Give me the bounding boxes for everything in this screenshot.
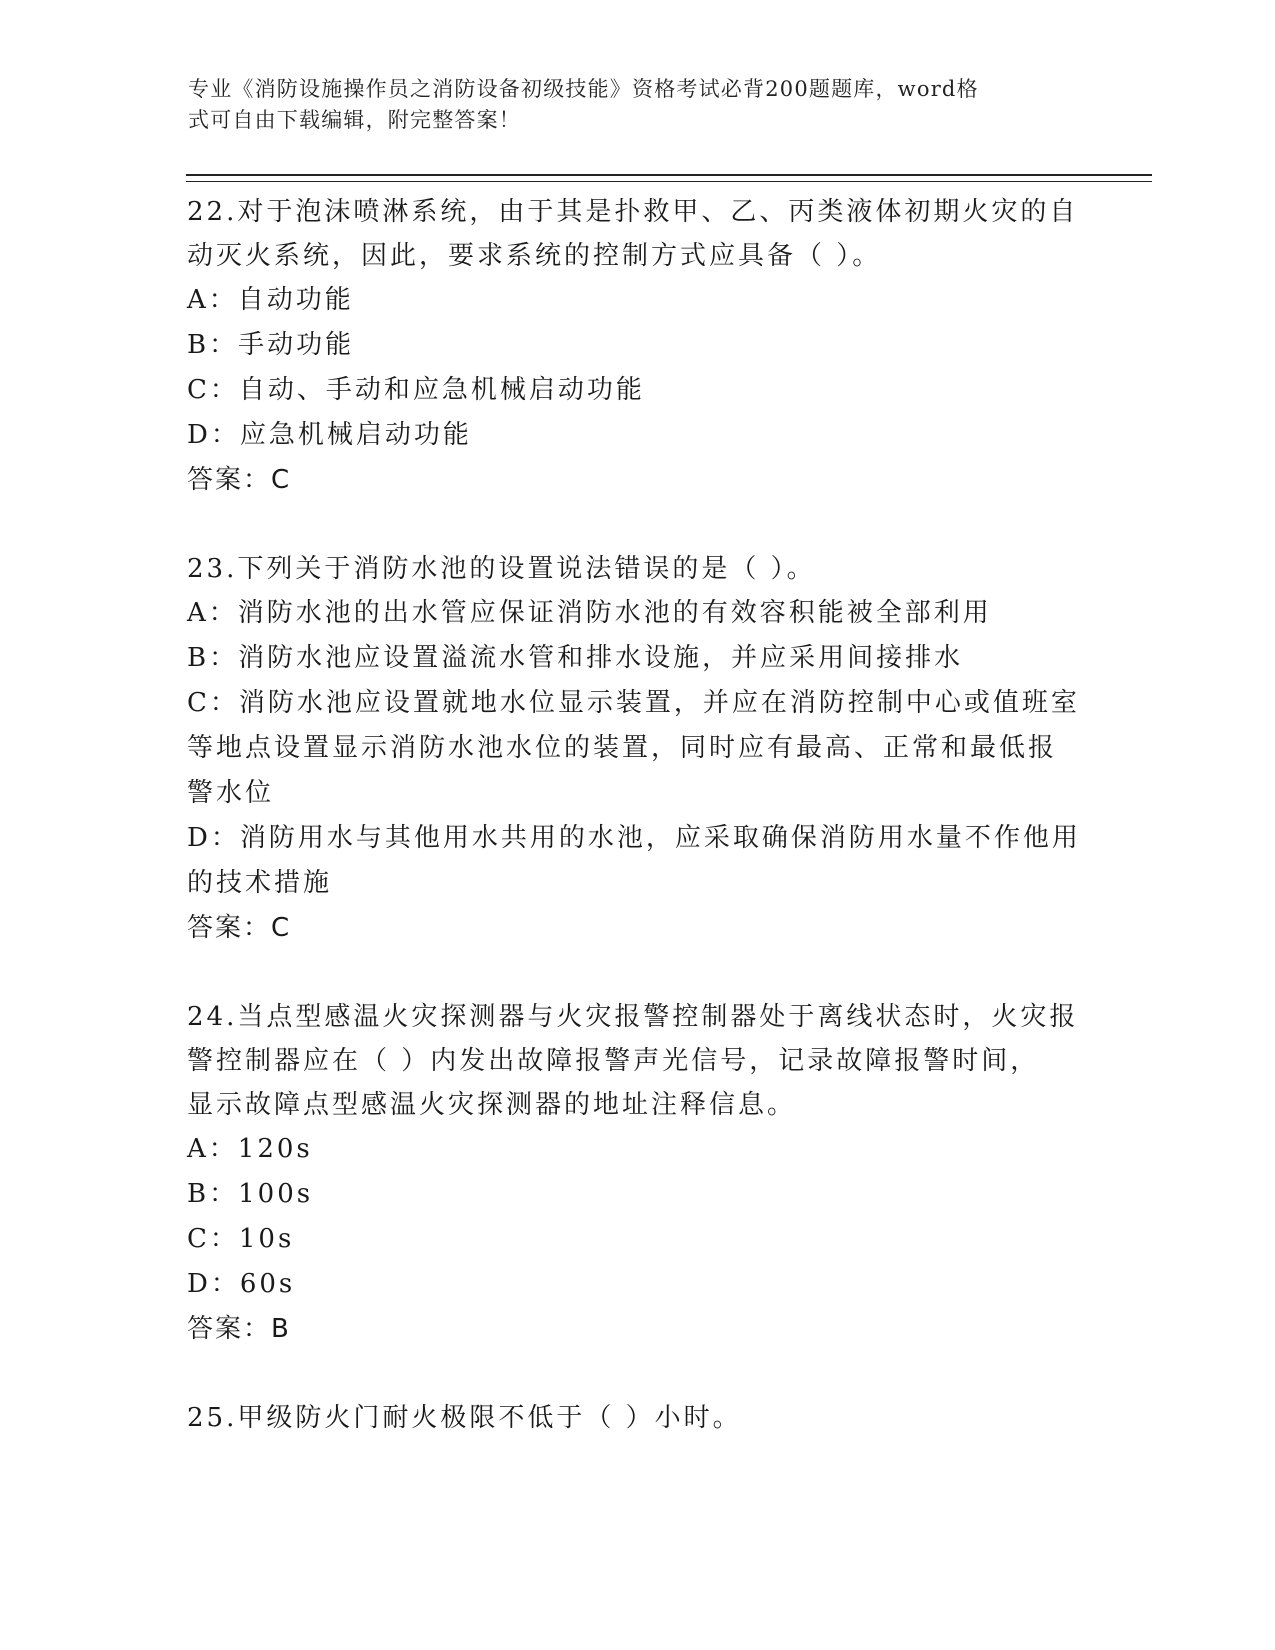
answer-line: 答案：C [187, 913, 292, 943]
option-line: 等地点设置显示消防水池水位的装置，同时应有最高、正常和最低报 [187, 733, 1058, 763]
question-block [187, 1396, 1087, 1440]
header-divider-thin [186, 181, 1152, 182]
question-stem-line: 25.甲级防火门耐火极限不低于（ ）小时。 [187, 1403, 742, 1433]
option-line: C：10s [187, 1224, 295, 1254]
question-block [187, 547, 1087, 951]
option-line: C：自动、手动和应急机械启动功能 [187, 375, 645, 405]
header-line: 式可自由下载编辑，附完整答案！ [188, 108, 521, 132]
option-line: D：应急机械启动功能 [187, 420, 472, 450]
answer-line: 答案：C [187, 465, 292, 495]
option-line: D：消防用水与其他用水共用的水池，应采取确保消防用水量不作他用 [187, 823, 1081, 853]
question-stem-line: 动灭火系统，因此，要求系统的控制方式应具备（ ）。 [187, 241, 882, 271]
question-stem-line: 23.下列关于消防水池的设置说法错误的是（ ）。 [187, 554, 816, 584]
question-stem-line: 24.当点型感温火灾探测器与火灾报警控制器处于离线状态时，火灾报 [187, 1002, 1079, 1032]
option-line: A：消防水池的出水管应保证消防水池的有效容积能被全部利用 [187, 598, 992, 628]
option-line: B：手动功能 [187, 330, 355, 360]
question-stem-line: 警控制器应在（ ）内发出故障报警声光信号，记录故障报警时间， [187, 1046, 1040, 1076]
header-divider-thick [186, 174, 1152, 176]
option-line: C：消防水池应设置就地水位显示装置，并应在消防控制中心或值班室 [187, 688, 1080, 718]
question-block [187, 995, 1087, 1352]
option-line: B：100s [187, 1179, 314, 1209]
answer-line: 答案：B [187, 1314, 291, 1344]
option-line: D：60s [187, 1269, 296, 1299]
option-line: A：自动功能 [187, 285, 354, 315]
question-block [187, 190, 1087, 503]
option-line: 警水位 [187, 778, 275, 808]
option-line: B：消防水池应设置溢流水管和排水设施，并应采用间接排水 [187, 643, 964, 673]
option-line: 的技术措施 [187, 868, 333, 898]
header-line: 专业《消防设施操作员之消防设备初级技能》资格考试必背200题题库，word格 [188, 77, 979, 101]
question-list [187, 190, 1087, 1440]
question-stem-line: 22.对于泡沫喷淋系统，由于其是扑救甲、乙、丙类液体初期火灾的自 [187, 197, 1079, 227]
option-line: A：120s [187, 1134, 313, 1164]
document-header [188, 74, 1068, 136]
question-stem-line: 显示故障点型感温火灾探测器的地址注释信息。 [187, 1090, 797, 1120]
